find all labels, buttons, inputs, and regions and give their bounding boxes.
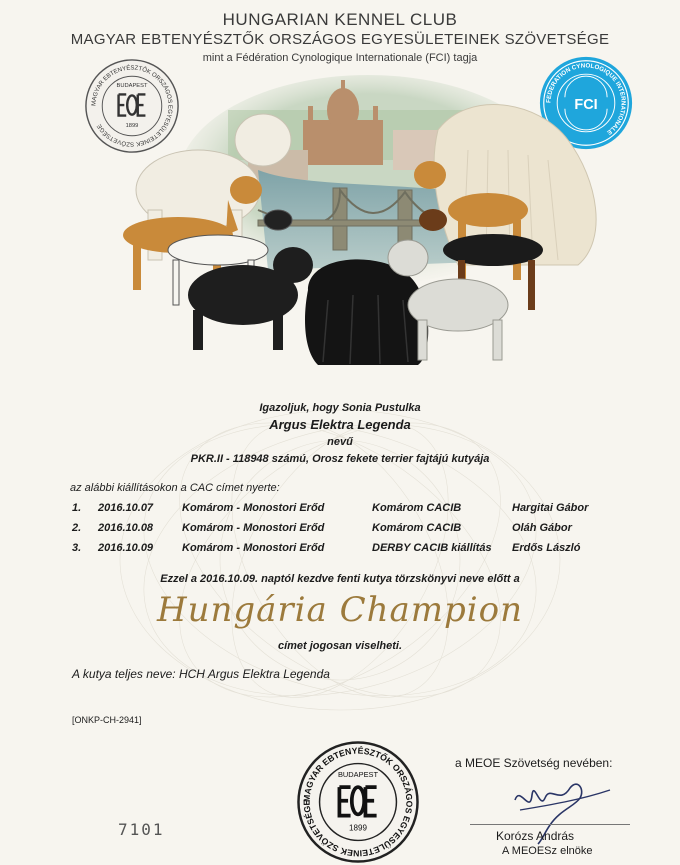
meoe-seal-city: BUDAPEST [337, 770, 379, 780]
show-title: DERBY CACIB kiállítás [372, 542, 492, 554]
on-behalf-text: a MEOE Szövetség nevében: [455, 756, 613, 770]
reference-code: [ONKP-CH-2941] [72, 715, 142, 725]
signatory-name: Korózs András [496, 829, 575, 843]
show-judge: Hargitai Gábor [512, 502, 589, 514]
dog-full-name: A kutya teljes neve: HCH Argus Elektra Legenda [72, 667, 330, 681]
meoe-seal-bottom [296, 740, 420, 864]
org-name-english: HUNGARIAN KENNEL CLUB [222, 10, 458, 29]
show-place: Komárom - Monostori Erőd [182, 502, 325, 514]
show-place: Komárom - Monostori Erőd [182, 522, 325, 534]
org-name-hungarian: MAGYAR EBTENYÉSZTŐK ORSZÁGOS EGYESÜLETEINEK SZÖVETSÉGE [70, 31, 610, 48]
meoe-seal-ring-text: MAGYAR EBTENYÉSZTŐK ORSZÁGOS EGYESÜLETEINEK SZÖVETSÉGE [301, 745, 415, 859]
signatory-role: A MEOESz elnöke [502, 845, 593, 857]
show-date: 2016.10.07 [98, 502, 154, 514]
budapest-dog-breeds-illustration [108, 70, 628, 380]
shows-intro: az alábbi kiállításokon a CAC címet nyerte: [70, 482, 280, 494]
fci-seal-center: FCI [574, 96, 598, 113]
serial-number: 7101 [118, 820, 165, 839]
show-place: Komárom - Monostori Erőd [182, 542, 325, 554]
meoe-seal-year: 1899 [349, 823, 367, 833]
show-title: Komárom CACIB [372, 522, 462, 534]
show-date: 2016.10.08 [98, 522, 154, 534]
entitled-text: címet jogosan viselheti. [277, 640, 403, 652]
signature-line [470, 824, 630, 825]
champion-title: Hungária Champion [156, 590, 524, 630]
meoe-seal-ring-text: MAGYAR EBTENYÉSZTŐK ORSZÁGOS EGYESÜLETEINEK SZÖVETSÉGE [91, 65, 173, 147]
show-number: 3. [72, 542, 82, 554]
show-number: 1. [72, 502, 82, 514]
certificate-intro: Igazoljuk, hogy Sonia Pustulka [259, 402, 421, 414]
show-judge: Oláh Gábor [512, 522, 572, 534]
dog-name: Argus Elektra Legenda [269, 417, 411, 432]
show-title: Komárom CACIB [372, 502, 462, 514]
fci-seal-ring-text: FEDERATION CYNOLOGIQUE INTERNATIONALE [545, 62, 627, 136]
registration-line: PKR.II - 118948 számú, Orosz fekete terrier fajtájú kutyája [190, 453, 490, 465]
show-judge: Erdős László [512, 542, 581, 554]
meoe-seal-year: 1899 [125, 123, 139, 130]
show-number: 2. [72, 522, 82, 534]
meoe-seal-city: BUDAPEST [116, 82, 148, 89]
show-date: 2016.10.09 [98, 542, 154, 554]
fci-membership-line: mint a Fédération Cynologique Internationale (FCI) tagja [202, 52, 478, 64]
nevu-word: nevű [327, 436, 353, 448]
from-date-text: Ezzel a 2016.10.09. naptól kezdve fenti kutya törzskönyvi neve előtt a [160, 573, 520, 585]
